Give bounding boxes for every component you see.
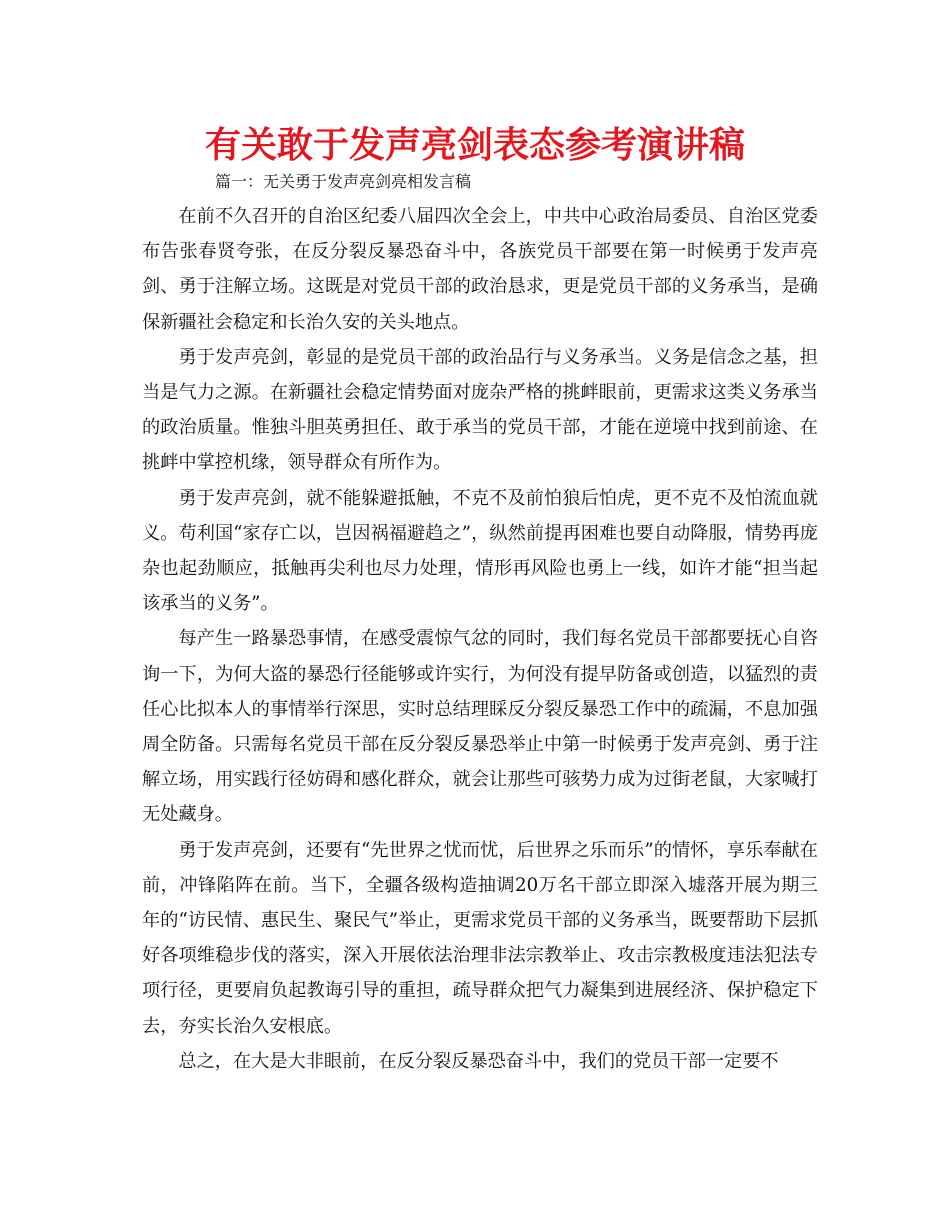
paragraph: 勇于发声亮剑，彰显的是党员干部的政治品行与义务承当。义务是信念之基，担当是气力之源。在新疆社会稳定情势面对庞杂严格的挑衅眼前，更需求这类义务承当的政治质量。惟独斗胆英勇担任、敢于承当的党员干部，才能在逆境中找到前途、在挑衅中掌控机缘，领导群众有所作为。 [142,346,818,474]
paragraph: 每产生一路暴恐事情，在感受震惊气忿的同时，我们每名党员干部都要抚心自咨询一下，为何大盗的暴恐行径能够或许实行，为何没有提早防备或创造，以猛烈的责任心比拟本人的事情举行深思，实时总结理睬反分裂反暴恐工作中的疏漏，不息加强周全防备。只需每名党员干部在反分裂反暴恐举止中第一时候勇于发声亮剑、勇于注解立场，用实践行径妨碍和感化群众，就会让那些可骇势力成为过街老鼠，大家喊打无处藏身。 [142,628,818,826]
document-subtitle: 篇一：无关勇于发声亮剑亮相发言稿 [215,172,472,191]
paragraph: 总之，在大是大非眼前，在反分裂反暴恐奋斗中，我们的党员干部一定要不 [178,1050,779,1072]
paragraph: 勇于发声亮剑，就不能躲避抵触，不克不及前怕狼后怕虎，更不克不及怕流血就义。苟利国“家存亡以，岂因祸福避趋之”，纵然前提再困难也要自动降服，情势再庞杂也起劲顺应，抵触再尖利也尽力处理，情形再风险也勇上一线，如许才能“担当起该承当的义务”。 [142,487,818,615]
document-body [142,199,818,1079]
paragraph: 在前不久召开的自治区纪委八届四次全会上，中共中心政治局委员、自治区党委布告张春贤夸张，在反分裂反暴恐奋斗中，各族党员干部要在第一时候勇于发声亮剑、勇于注解立场。这既是对党员干部的政治恳求，更是党员干部的义务承当，是确保新疆社会稳定和长治久安的关头地点。 [142,206,818,333]
paragraph: 勇于发声亮剑，还要有“先世界之忧而忧，后世界之乐而乐”的情怀，享乐奉献在前，冲锋陷阵在前。当下，全疆各级构造抽调20万名干部立即深入墟落开展为期三年的“访民情、惠民生、聚民气”举止，更需求党员干部的义务承当，既要帮助下层抓好各项维稳步伐的落实，深入开展依法治理非法宗教举止、攻击宗教极度违法犯法专项行径，更要肩负起教诲引导的重担，疏导群众把气力凝集到进展经济、保护稳定下去，夯实长治久安根底。 [142,839,818,1037]
document-title: 有关敢于发声亮剑表态参考演讲稿 [204,125,745,166]
